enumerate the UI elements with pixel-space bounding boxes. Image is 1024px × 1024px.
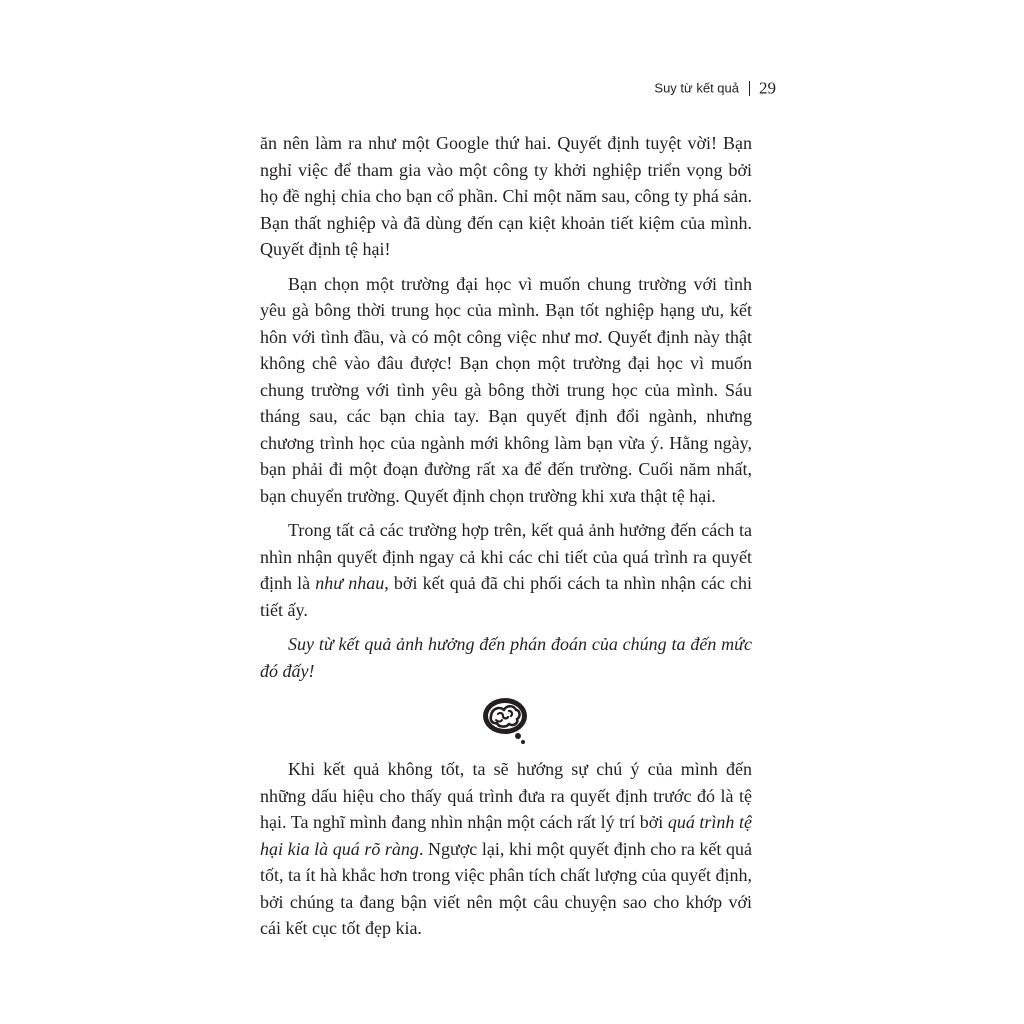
paragraph-5-text-start: Khi kết quả không tốt, ta sẽ hướng sự chú ý của mình đến những dấu hiệu cho thấy quá trình đưa ra quyết định trước đó là tệ hại. Ta nghĩ mình đang nhìn nhận một cách rất lý trí bởi [260,759,752,832]
page-number: 29 [759,78,776,98]
paragraph-5-text-end: . Ngược lại, khi một quyết định cho ra kết quả tốt, ta ít hà khắc hơn trong việc phân tích chất lượng của quyết định, bởi chúng ta đang bận viết nên một câu chuyện sao cho khớp với cái kết cục tốt đẹp kia. [260,838,752,938]
paragraph-3-text-end: , bởi kết quả đã chi phối cách ta nhìn nhận các chi tiết ấy. [260,573,752,620]
body-text-top [260,130,752,692]
paragraph-4 [260,631,752,684]
paragraph-4-emphasis: Suy từ kết quả ảnh hưởng đến phán đoán của chúng ta đến mức đó đấy! [260,634,752,681]
paragraph-5 [260,756,752,942]
header-divider [749,81,750,96]
paragraph-3-text-start: Trong tất cả các trường hợp trên, kết quả ảnh hưởng đến cách ta nhìn nhận quyết định ngay cả khi các chi tiết của quá trình ra quyết định là [260,520,752,593]
running-header-section-title: Suy từ kết quả [654,80,739,96]
paragraph-1: ăn nên làm ra như một Google thứ hai. Quyết định tuyệt vời! Bạn nghỉ việc để tham gia vào một công ty khởi nghiệp triển vọng bởi họ đề nghị chia cho bạn cổ phần. Chỉ một năm sau, công ty phá sản. Bạn thất nghiệp và đã dùng đến cạn kiệt khoản tiết kiệm của mình. Quyết định tệ hại! [260,133,752,259]
brain-thought-bubble-icon [478,692,538,748]
body-text-bottom [260,756,752,950]
paragraph-3-emphasis: như nhau [315,573,385,593]
paragraph-3 [260,517,752,623]
running-header [560,78,776,99]
paragraph-2: Bạn chọn một trường đại học vì muốn chung trường với tình yêu gà bông thời trung học của mình. Bạn tốt nghiệp hạng ưu, kết hôn với tình đầu, và có một công việc như mơ. Quyết định này thật không chê vào đâu được! Bạn chọn một trường đại học vì muốn chung trường với tình yêu gà bông thời trung học của mình. Sáu tháng sau, các bạn chia tay. Bạn quyết định đổi ngành, nhưng chương trình học của ngành mới không làm bạn vừa ý. Hằng ngày, bạn phải đi một đoạn đường rất xa để đến trường. Cuối năm nhất, bạn chuyển trường. Quyết định chọn trường khi xưa thật tệ hại. [260,273,752,506]
paragraph-5-emphasis: quá trình tệ hại kia là quá rõ ràng [260,812,752,859]
